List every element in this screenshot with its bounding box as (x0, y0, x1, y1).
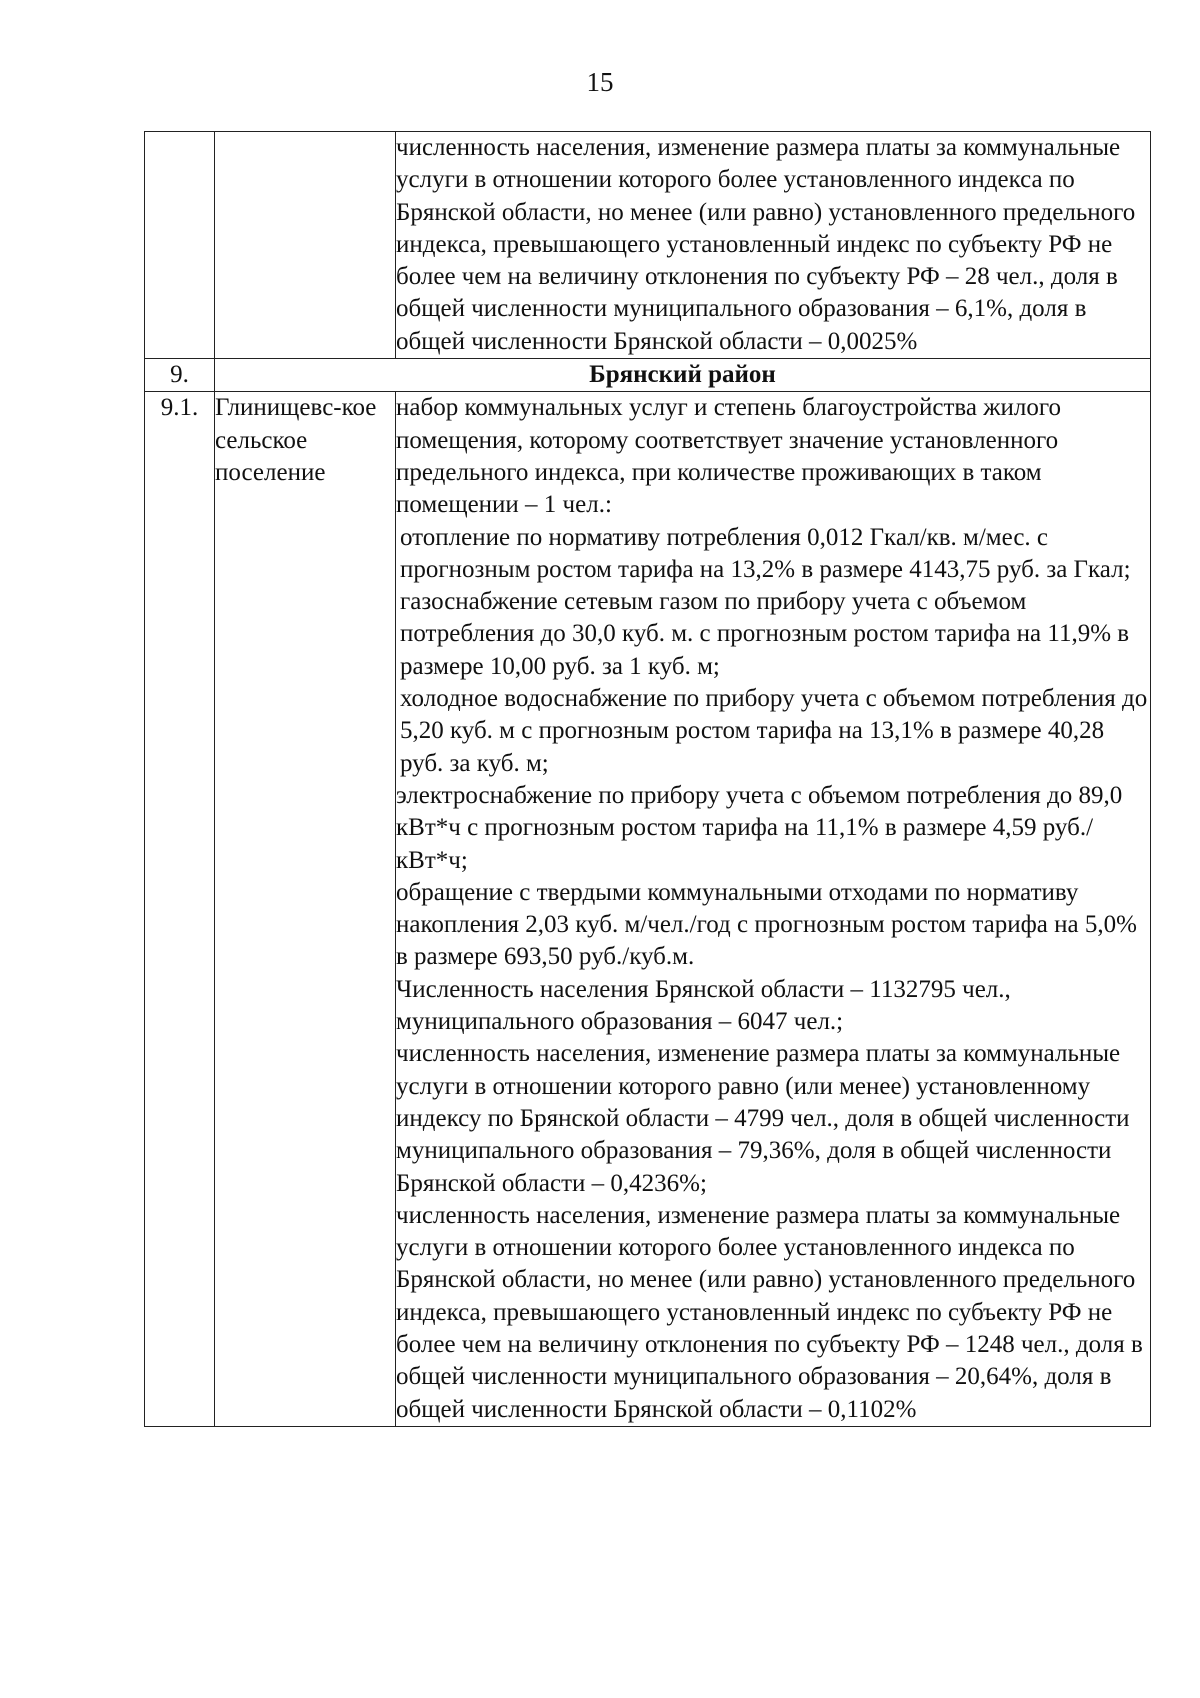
settlement-name-cell: Глинищевс-кое сельское поселение (215, 392, 396, 1427)
electricity-paragraph: электроснабжение по прибору учета с объемом потребления до 89,0 кВт*ч с прогнозным ростом тарифа на 11,1% в размере 4,59 руб./кВт*ч; (396, 781, 1123, 874)
page-number: 15 (586, 67, 614, 97)
description-paragraph: численность населения, изменение размера платы за коммунальные услуги в отношении которого более установленного индекса по Брянской области, но менее (или равно) установленного предельного индекса, превышающего установленный индекс по субъекту РФ не более чем на величину отклонения по субъекту РФ – 28 чел., доля в общей численности муниципального образования – 6,1%, доля в общей численности Брянской области – 0,0025% (396, 134, 1136, 355)
settlement-name-cell (215, 132, 396, 359)
gas-paragraph: газоснабжение сетевым газом по прибору учета с объемом потребления до 30,0 куб. м. с прогнозным ростом тарифа на 11,9% в размере 10,00 руб. за 1 куб. м; (400, 588, 1130, 680)
population-within-index-paragraph: численность населения, изменение размера платы за коммунальные услуги в отношении которого равно (или менее) установленному индексу по Брянской области – 4799 чел., доля в общей численности муниципального образования – 79,36%, доля в общей численности Брянской области – 0,4236%; (396, 1040, 1130, 1197)
description-cell (396, 392, 1151, 1427)
table-row-continued (145, 132, 1151, 359)
row-number-cell: 9.1. (145, 392, 215, 1427)
waste-paragraph: обращение с твердыми коммунальными отходами по нормативу накопления 2,03 куб. м/чел./год с прогнозным ростом тарифа на 5,0% в размере 693,50 руб./куб.м. (396, 878, 1137, 971)
table-row-settlement (145, 392, 1151, 1427)
heating-paragraph: отопление по нормативу потребления 0,012 Гкал/кв. м/мес. с прогнозным ростом тарифа на 13,2% в размере 4143,75 руб. за Гкал; (400, 523, 1131, 583)
row-number-cell (145, 132, 215, 359)
district-number-cell: 9. (145, 359, 215, 392)
tariff-table (144, 131, 1151, 1427)
district-title-cell: Брянский район (215, 359, 1151, 392)
description-paragraph: набор коммунальных услуг и степень благоустройства жилого помещения, которому соответствует значение установленного предельного индекса, при количестве проживающих в таком помещении – 1 чел.: (396, 394, 1061, 519)
table-row-district (145, 359, 1151, 392)
population-above-index-paragraph: численность населения, изменение размера платы за коммунальные услуги в отношении которого более установленного индекса по Брянской области, но менее (или равно) установленного предельного индекса, превышающего установленный индекс по субъекту РФ не более чем на величину отклонения по субъекту РФ – 1248 чел., доля в общей численности муниципального образования – 20,64%, доля в общей численности Брянской области – 0,1102% (396, 1201, 1143, 1423)
population-paragraph: Численность населения Брянской области – 1132795 чел., муниципального образования – 6047 чел.; (396, 975, 1011, 1036)
description-cell (396, 132, 1151, 359)
water-paragraph: холодное водоснабжение по прибору учета с объемом потребления до 5,20 куб. м с прогнозным ростом тарифа на 13,1% в размере 40,28 руб. за куб. м; (400, 685, 1148, 777)
